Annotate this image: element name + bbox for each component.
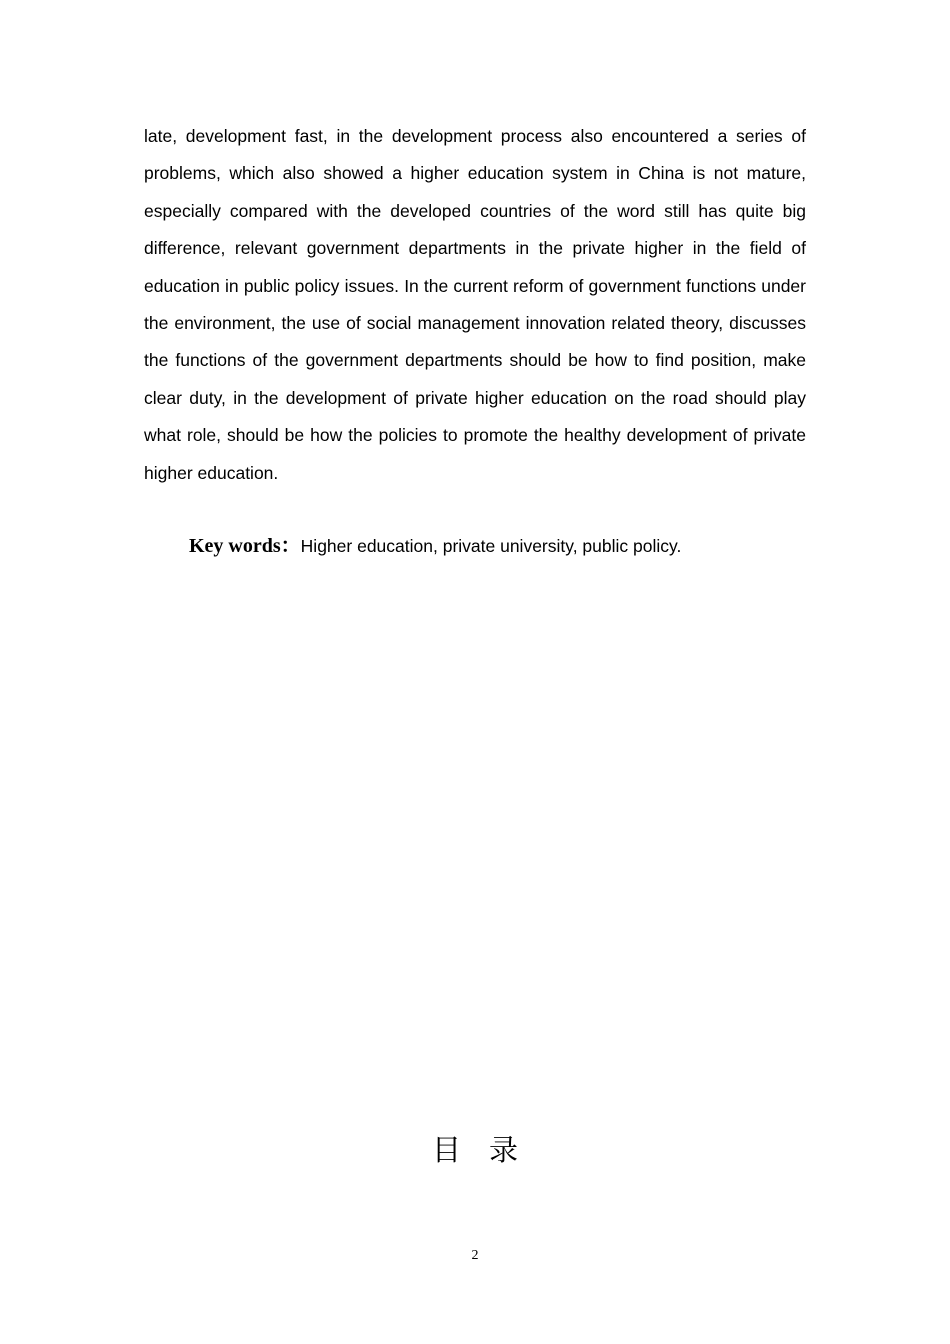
keywords-label: Key words： <box>189 535 301 557</box>
table-of-contents-heading: 目录 <box>431 1133 546 1167</box>
abstract-body-text: late, development fast, in the development process also encountered a series of problems, which also showed a higher education system in China is not mature, especially compared with the developed countries of the word still has quite big difference, relevant government departments in the private higher in the field of education in public policy issues. In the current reform of government functions under the environment, the use of social management innovation related theory, discusses the functions of the government departments should be how to find position, make clear duty, in the development of private higher education on the road should play what role, should be how the policies to promote the healthy development of private higher education. <box>144 126 806 483</box>
keywords-line <box>189 528 809 566</box>
page-number: 2 <box>471 1248 479 1263</box>
keywords-text: Higher education, private university, public policy. <box>300 536 682 556</box>
